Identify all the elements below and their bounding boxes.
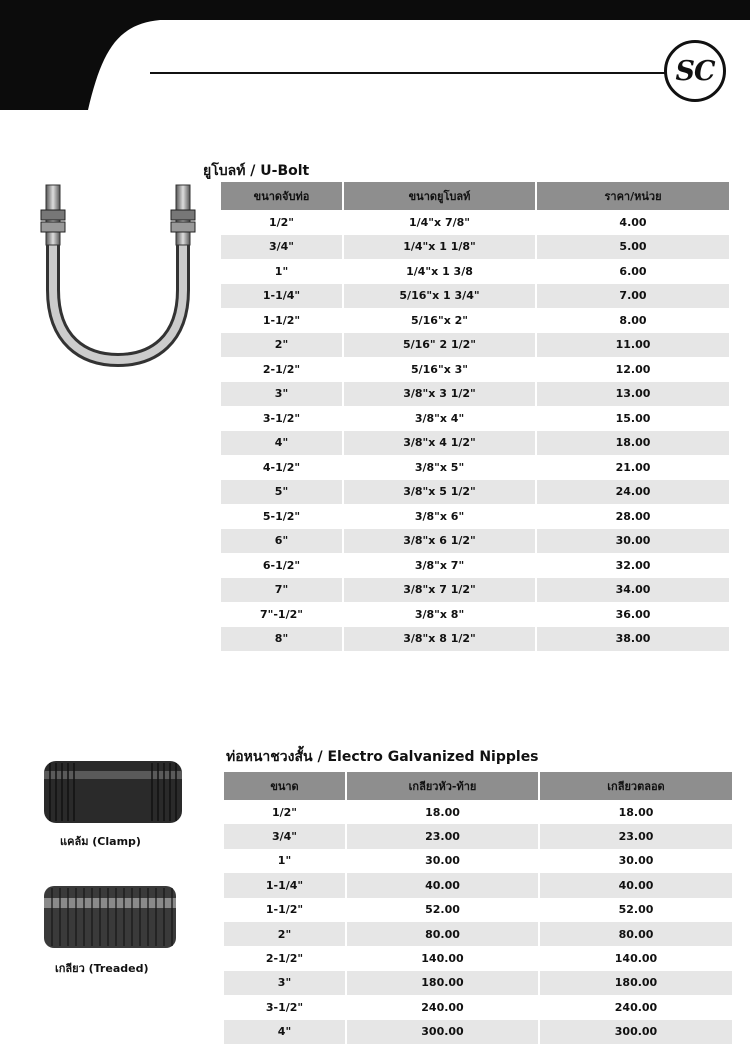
ubolt-price-cell: 6.00 bbox=[619, 264, 647, 278]
ubolt-price-cell: 36.00 bbox=[615, 607, 651, 621]
nipples-size-cell: 1-1/2" bbox=[265, 903, 304, 917]
ubolt-row bbox=[221, 357, 729, 382]
nipples-col-size: ขนาด bbox=[224, 772, 345, 800]
nipples-end-thread-price-cell: 140.00 bbox=[421, 952, 464, 966]
ubolt-pipe-size-cell: 5" bbox=[221, 480, 342, 505]
ubolt-pipe-size-cell: 4-1/2" bbox=[262, 460, 301, 474]
ubolt-bolt-size-cell: 5/16"x 2" bbox=[410, 313, 469, 327]
nipples-full-thread-price-cell: 40.00 bbox=[540, 873, 732, 897]
nipples-size-cell: 2" bbox=[224, 922, 345, 946]
logo-text: SC bbox=[675, 55, 715, 87]
ubolt-row bbox=[221, 529, 729, 554]
threaded-caption: เกลียว (Treaded) bbox=[55, 962, 149, 975]
ubolt-pipe-size-cell: 8" bbox=[221, 627, 342, 652]
ubolt-price-cell: 7.00 bbox=[537, 284, 729, 309]
ubolt-pipe-size-cell: 7" bbox=[221, 578, 342, 603]
nipples-size-cell: 1" bbox=[277, 854, 292, 868]
nipples-end-thread-price-cell: 30.00 bbox=[425, 854, 460, 868]
nipples-row bbox=[224, 873, 732, 897]
ubolt-pipe-size-cell: 1-1/4" bbox=[221, 284, 342, 309]
ubolt-pipe-size-cell: 2" bbox=[221, 333, 342, 358]
ubolt-header-row bbox=[221, 182, 729, 210]
nipples-end-thread-price-cell: 52.00 bbox=[425, 903, 460, 917]
ubolt-price-cell: 15.00 bbox=[615, 411, 651, 425]
sc-logo bbox=[664, 40, 726, 102]
nipples-row bbox=[224, 800, 732, 824]
ubolt-row bbox=[221, 308, 729, 333]
nipples-size-cell: 3-1/2" bbox=[265, 1000, 304, 1014]
ubolt-pipe-size-cell: 4" bbox=[221, 431, 342, 456]
nipples-row bbox=[224, 849, 732, 873]
ubolt-row bbox=[221, 480, 729, 505]
ubolt-pipe-size-cell: 3-1/2" bbox=[262, 411, 301, 425]
ubolt-col-bolt-size: ขนาดยูโบลท์ bbox=[344, 182, 535, 210]
ubolt-row bbox=[221, 333, 729, 358]
ubolt-price-cell: 21.00 bbox=[615, 460, 651, 474]
ubolt-bolt-size-cell: 3/8"x 6 1/2" bbox=[344, 529, 535, 554]
ubolt-pipe-size-cell: 3" bbox=[221, 382, 342, 407]
ubolt-pipe-size-cell: 6" bbox=[221, 529, 342, 554]
ubolt-pipe-size-cell: 3/4" bbox=[221, 235, 342, 260]
ubolt-price-cell: 13.00 bbox=[537, 382, 729, 407]
clamp-nipple-image bbox=[40, 757, 186, 827]
ubolt-bolt-size-cell: 3/8"x 5" bbox=[414, 460, 465, 474]
ubolt-price-cell: 11.00 bbox=[537, 333, 729, 358]
ubolt-price-cell: 4.00 bbox=[619, 215, 647, 229]
nipples-full-thread-price-cell: 30.00 bbox=[618, 854, 654, 868]
nipples-full-thread-price-cell: 300.00 bbox=[540, 1020, 732, 1044]
ubolt-price-cell: 12.00 bbox=[615, 362, 651, 376]
nipples-full-thread-price-cell: 52.00 bbox=[618, 903, 654, 917]
ubolt-row bbox=[221, 382, 729, 407]
ubolt-bolt-size-cell: 3/8"x 5 1/2" bbox=[344, 480, 535, 505]
nipples-row bbox=[224, 824, 732, 848]
ubolt-row bbox=[221, 431, 729, 456]
nipples-size-cell: 3/4" bbox=[224, 824, 345, 848]
ubolt-bolt-size-cell: 3/8"x 7 1/2" bbox=[344, 578, 535, 603]
ubolt-row bbox=[221, 210, 729, 235]
nipples-end-thread-price-cell: 240.00 bbox=[421, 1000, 464, 1014]
nipples-size-cell: 1/2" bbox=[271, 805, 298, 819]
ubolt-row bbox=[221, 406, 729, 431]
header-rule bbox=[150, 72, 670, 74]
nipples-size-cell: 3" bbox=[224, 971, 345, 995]
ubolt-row bbox=[221, 602, 729, 627]
ubolt-col-price: ราคา/หน่วย bbox=[537, 182, 729, 210]
ubolt-price-cell: 34.00 bbox=[537, 578, 729, 603]
ubolt-bolt-size-cell: 3/8"x 6" bbox=[414, 509, 465, 523]
ubolt-price-table bbox=[219, 182, 731, 651]
nipples-end-thread-price-cell: 18.00 bbox=[425, 805, 460, 819]
nipples-row bbox=[224, 1020, 732, 1044]
ubolt-bolt-size-cell: 5/16" 2 1/2" bbox=[344, 333, 535, 358]
ubolt-bolt-size-cell: 3/8"x 4" bbox=[414, 411, 465, 425]
ubolt-price-cell: 28.00 bbox=[615, 509, 651, 523]
nipples-full-thread-price-cell: 18.00 bbox=[618, 805, 654, 819]
nipples-end-thread-price-cell: 23.00 bbox=[347, 824, 538, 848]
nipples-row bbox=[224, 971, 732, 995]
header-corner-shape bbox=[0, 0, 160, 110]
ubolt-price-cell: 18.00 bbox=[537, 431, 729, 456]
ubolt-row bbox=[221, 235, 729, 260]
ubolt-col-pipe-size: ขนาดจับท่อ bbox=[221, 182, 342, 210]
nipples-full-thread-price-cell: 240.00 bbox=[614, 1000, 658, 1014]
ubolt-row bbox=[221, 259, 729, 284]
ubolt-price-cell: 30.00 bbox=[537, 529, 729, 554]
ubolt-image bbox=[33, 180, 203, 370]
ubolt-price-cell: 8.00 bbox=[619, 313, 647, 327]
ubolt-pipe-size-cell: 1/2" bbox=[268, 215, 295, 229]
ubolt-price-cell: 24.00 bbox=[537, 480, 729, 505]
ubolt-pipe-size-cell: 7"-1/2" bbox=[259, 607, 303, 621]
ubolt-pipe-size-cell: 5-1/2" bbox=[262, 509, 301, 523]
ubolt-row bbox=[221, 455, 729, 480]
nipples-full-thread-price-cell: 23.00 bbox=[540, 824, 732, 848]
ubolt-bolt-size-cell: 3/8"x 8 1/2" bbox=[344, 627, 535, 652]
nipples-full-thread-price-cell: 180.00 bbox=[540, 971, 732, 995]
nipples-size-cell: 4" bbox=[224, 1020, 345, 1044]
nipples-row bbox=[224, 898, 732, 922]
nipples-row bbox=[224, 995, 732, 1019]
ubolt-bolt-size-cell: 3/8"x 8" bbox=[414, 607, 465, 621]
ubolt-bolt-size-cell: 5/16"x 3" bbox=[410, 362, 469, 376]
nipples-end-thread-price-cell: 300.00 bbox=[347, 1020, 538, 1044]
nipples-price-table bbox=[222, 772, 734, 1044]
ubolt-price-cell: 5.00 bbox=[537, 235, 729, 260]
ubolt-pipe-size-cell: 1-1/2" bbox=[262, 313, 301, 327]
nipples-size-cell: 2-1/2" bbox=[265, 952, 304, 966]
ubolt-pipe-size-cell: 6-1/2" bbox=[262, 558, 301, 572]
ubolt-pipe-size-cell: 2-1/2" bbox=[262, 362, 301, 376]
nipples-full-thread-price-cell: 140.00 bbox=[614, 952, 658, 966]
ubolt-row bbox=[221, 553, 729, 578]
ubolt-pipe-size-cell: 1" bbox=[274, 264, 289, 278]
ubolt-bolt-size-cell: 1/4"x 1 1/8" bbox=[344, 235, 535, 260]
ubolt-row bbox=[221, 284, 729, 309]
ubolt-row bbox=[221, 578, 729, 603]
nipples-section-title: ท่อหนาชวงสั้น / Electro Galvanized Nipples bbox=[226, 749, 539, 765]
nipples-full-thread-price-cell: 80.00 bbox=[540, 922, 732, 946]
clamp-caption: แคล้ม (Clamp) bbox=[60, 835, 141, 848]
ubolt-bolt-size-cell: 1/4"x 1 3/8 bbox=[406, 264, 473, 278]
nipples-row bbox=[224, 922, 732, 946]
ubolt-bolt-size-cell: 3/8"x 4 1/2" bbox=[344, 431, 535, 456]
ubolt-bolt-size-cell: 3/8"x 7" bbox=[414, 558, 465, 572]
nipples-end-thread-price-cell: 40.00 bbox=[347, 873, 538, 897]
ubolt-bolt-size-cell: 5/16"x 1 3/4" bbox=[344, 284, 535, 309]
ubolt-bolt-size-cell: 3/8"x 3 1/2" bbox=[344, 382, 535, 407]
nipples-header-row bbox=[224, 772, 732, 800]
nipples-end-thread-price-cell: 80.00 bbox=[347, 922, 538, 946]
ubolt-row bbox=[221, 504, 729, 529]
nipples-size-cell: 1-1/4" bbox=[224, 873, 345, 897]
ubolt-bolt-size-cell: 1/4"x 7/8" bbox=[408, 215, 471, 229]
nipples-end-thread-price-cell: 180.00 bbox=[347, 971, 538, 995]
nipples-row bbox=[224, 946, 732, 970]
nipples-col-full-thread: เกลียวตลอด bbox=[540, 772, 732, 800]
ubolt-price-cell: 32.00 bbox=[615, 558, 651, 572]
ubolt-row bbox=[221, 627, 729, 652]
ubolt-section-title: ยูโบลท์ / U-Bolt bbox=[203, 163, 310, 179]
nipples-col-end-thread: เกลียวหัว-ท้าย bbox=[347, 772, 538, 800]
threaded-nipple-image bbox=[40, 882, 180, 952]
ubolt-price-cell: 38.00 bbox=[537, 627, 729, 652]
